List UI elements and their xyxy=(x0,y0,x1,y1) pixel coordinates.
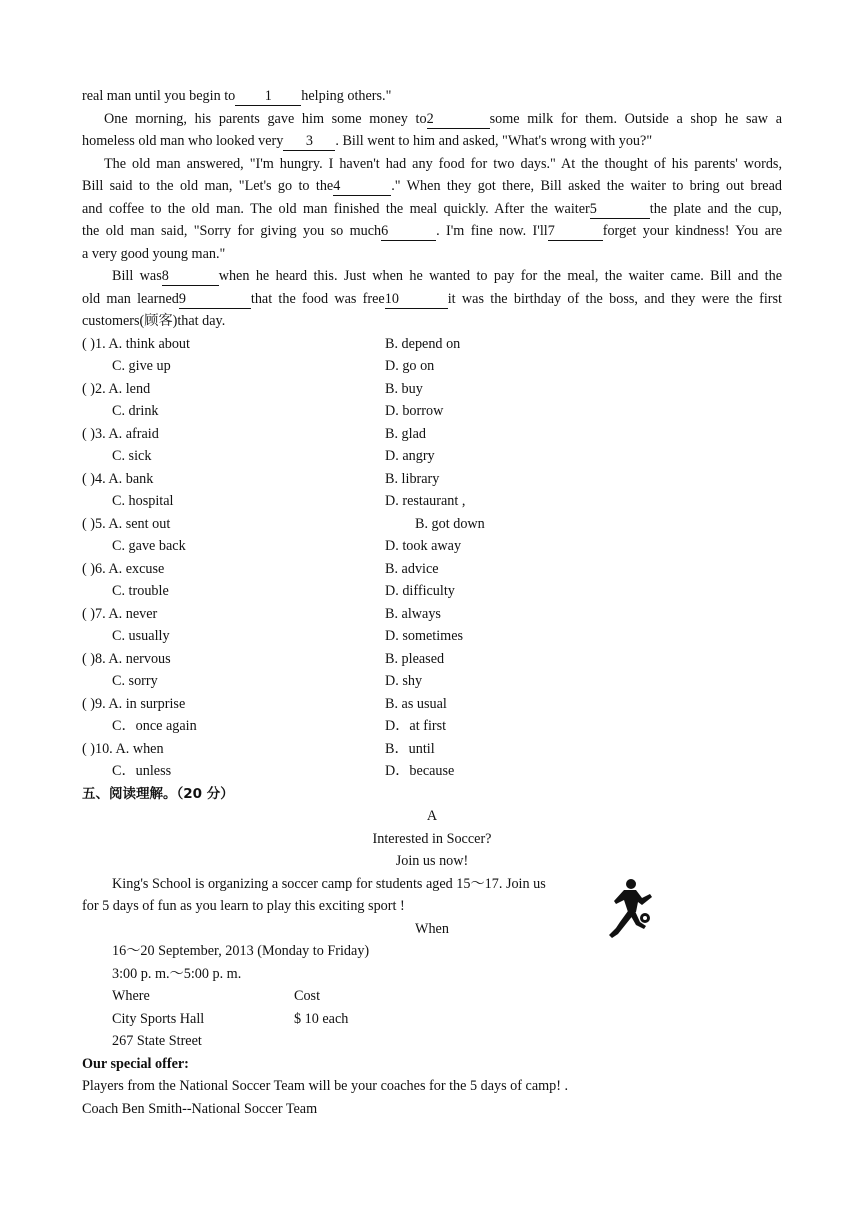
ad-date: 16～20 September, 2013 (Monday to Friday) xyxy=(112,943,370,959)
question-4-row-ab: ( )4. A. bank B. library xyxy=(82,470,440,487)
passage-line: Bill was8 when he heard this. Just when he wanted to pay for the meal, the waiter came. Bill and the xyxy=(112,268,782,284)
question-8-row-cd: C. sorry D. shy xyxy=(112,673,423,689)
question-5-row-cd: C. gave back D. took away xyxy=(112,538,462,554)
passage-line: and coffee to the old man. The old man finished the meal quickly. After the waiter5 the plate and the cup, xyxy=(82,200,782,217)
place: City Sports Hall xyxy=(112,1010,205,1027)
passage-line: One morning, his parents gave him some money to2 some milk for them. Outside a shop he saw a xyxy=(104,110,782,127)
ad-subtitle: Join us now! xyxy=(395,853,469,869)
question-6-row-cd: C. trouble D. difficulty xyxy=(112,583,455,599)
question-7-row-ab: ( )7. A. never B. always xyxy=(82,605,441,622)
passage-line: real man until you begin to 1 helping others." xyxy=(82,88,392,104)
question-4-row-cd: C. hospital D. restaurant , xyxy=(112,493,466,509)
document-page xyxy=(82,85,782,1120)
blank-5[interactable]: 5 xyxy=(590,201,650,219)
blank-2[interactable]: 2 xyxy=(427,111,490,129)
ad-intro-line: for 5 days of fun as you learn to play this exciting sport ! xyxy=(82,898,405,914)
question-2-row-ab: ( )2. A. lend B. buy xyxy=(82,380,423,397)
offer-label: Our special offer: xyxy=(82,1055,189,1072)
section-heading: 五、阅读理解。（20 分） xyxy=(82,785,234,802)
ad-time: 3:00 p. m.～5:00 p. m. xyxy=(112,965,242,982)
question-8-row-ab: ( )8. A. nervous B. pleased xyxy=(82,650,445,667)
passage-line: homeless old man who looked very 3 . Bill went to him and asked, "What's wrong with you?" xyxy=(82,133,653,149)
blank-10[interactable]: 10 xyxy=(385,291,448,309)
blank-9[interactable]: 9 xyxy=(179,291,251,309)
where-label: Where xyxy=(112,988,150,1004)
offer-text: Players from the National Soccer Team will be your coaches for the 5 days of camp! . xyxy=(82,1078,569,1094)
passage-line: Bill said to the old man, "Let's go to the4 ." When they got there, Bill asked the waiter to bring out bread xyxy=(82,178,782,194)
blank-4[interactable]: 4 xyxy=(333,178,391,196)
passage-letter: A xyxy=(426,808,438,824)
question-9-row-cd: C．once again D．at first xyxy=(112,718,447,734)
coach-text: Coach Ben Smith--National Soccer Team xyxy=(82,1100,318,1117)
question-5-row-ab: ( )5. A. sent out B. got down xyxy=(82,515,485,532)
blank-3[interactable]: 3 xyxy=(283,133,335,151)
ad-intro-line: King's School is organizing a soccer camp for students aged 15～17. Join us xyxy=(112,875,546,892)
question-1-row-ab: ( )1. A. think about B. depend on xyxy=(82,335,461,352)
question-9-row-ab: ( )9. A. in surprise B. as usual xyxy=(82,695,447,712)
question-3-row-cd: C. sick D. angry xyxy=(112,448,435,464)
ad-values xyxy=(82,1008,782,1031)
passage-line: customers(顾客)that day. xyxy=(82,313,226,329)
passage-line: old man learned9 that the food was free10 it was the birthday of the boss, and they were the first xyxy=(82,290,782,307)
ad-labels xyxy=(82,985,782,1008)
question-3-row-ab: ( )3. A. afraid B. glad xyxy=(82,425,426,442)
question-10-row-cd: C．unless D．because xyxy=(112,763,455,779)
question-1-row-cd: C. give up D. go on xyxy=(112,358,435,374)
soccer-player-icon xyxy=(598,878,654,940)
blank-8[interactable]: 8 xyxy=(162,268,219,286)
cost-label: Cost xyxy=(294,988,321,1004)
passage-line: a very good young man." xyxy=(82,245,226,262)
question-6-row-ab: ( )6. A. excuse B. advice xyxy=(82,560,439,577)
blank-7[interactable]: 7 xyxy=(548,223,603,241)
cost: $ 10 each xyxy=(294,1010,349,1027)
ad-title: Interested in Soccer? xyxy=(372,830,492,847)
ad-street: 267 State Street xyxy=(112,1033,202,1049)
question-2-row-cd: C. drink D. borrow xyxy=(112,403,444,419)
passage-line: The old man answered, "I'm hungry. I haven't had any food for two days." At the thought of his parents' words, xyxy=(104,155,782,172)
when-label: When xyxy=(415,920,449,937)
blank-1[interactable]: 1 xyxy=(235,88,301,106)
passage-line: the old man said, "Sorry for giving you so much6 . I'm fine now. I'll7 forget your kindness! You are xyxy=(82,223,782,239)
question-7-row-cd: C. usually D. sometimes xyxy=(112,628,464,644)
question-10-row-ab: ( )10. A. when B．until xyxy=(82,740,435,757)
blank-6[interactable]: 6 xyxy=(381,223,436,241)
